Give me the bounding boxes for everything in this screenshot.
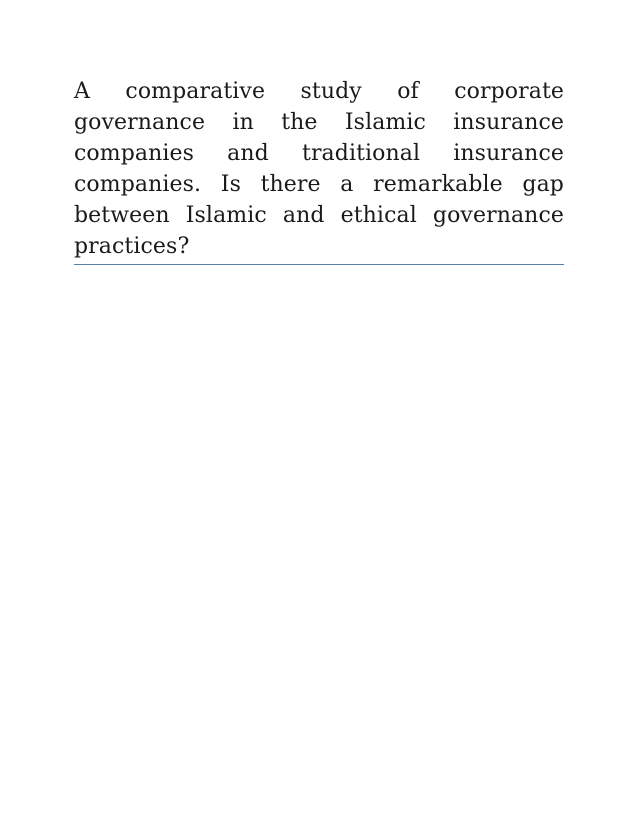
document-title: A comparative study of corporate governance in the Islamic insurance companies and traditional insurance companies. Is there a remarkable gap between Islamic and ethical governance practices?	[74, 79, 564, 259]
title-block	[74, 76, 564, 265]
